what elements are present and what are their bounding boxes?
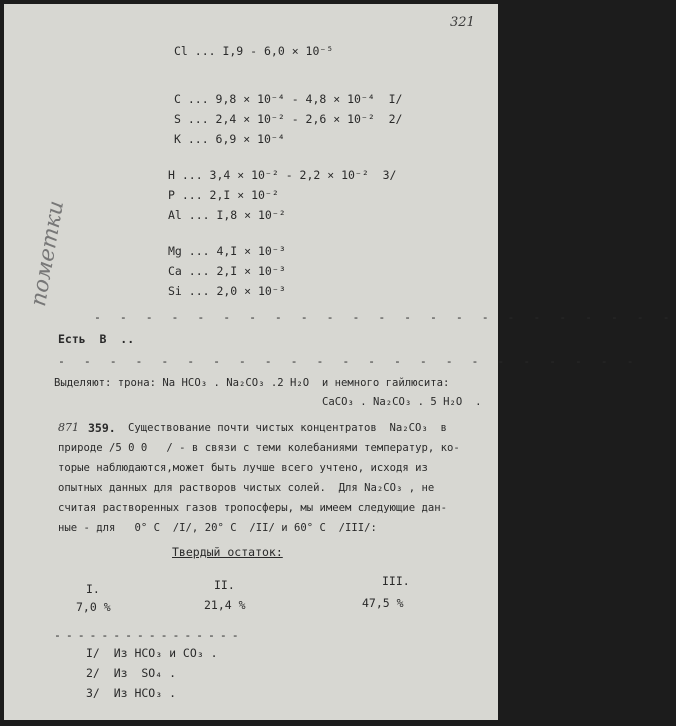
paragraph-line: торые наблюдаются,может быть лучше всего учтено, исходя из xyxy=(58,462,435,474)
element-row: P ... 2,I × 10⁻² xyxy=(168,188,279,202)
footnote: 3/ Из HCO₃ . xyxy=(86,686,177,700)
table-label: I. xyxy=(86,582,100,596)
footnote: I/ Из HCO₃ и CO₃ . xyxy=(86,646,218,660)
paragraph-line: ные - для 0° C /I/, 20° C /II/ и 60° C /III/: xyxy=(58,522,377,534)
footnote-rule: - - - - - - - - - - - - - - - - xyxy=(54,628,238,642)
dash-separator: - - - - - - - - - - - - - - - - - - - - - - - xyxy=(58,354,640,368)
vydelyayut-line-2: CaCO₃ . Na₂CO₃ . 5 H₂O . xyxy=(322,396,482,408)
document-page xyxy=(4,4,676,720)
est-line: Есть В .. xyxy=(58,332,135,346)
dash-separator: - - - - - - - - - - - - - - - - - - - - - - - xyxy=(94,310,676,324)
paragraph-line: считая растворенных газов тропосферы, мы имеем следующие дан- xyxy=(58,502,448,514)
element-row: Cl ... I,9 - 6,0 × 10⁻⁵ xyxy=(174,44,334,58)
element-row: H ... 3,4 × 10⁻² - 2,2 × 10⁻² 3/ xyxy=(168,168,397,182)
table-value: 47,5 % xyxy=(362,596,404,610)
paragraph-line: Существование почти чистых концентратов Na₂CO₃ в xyxy=(128,422,447,434)
element-row: Ca ... 2,I × 10⁻³ xyxy=(168,264,286,278)
table-value: 21,4 % xyxy=(204,598,246,612)
element-row: Al ... I,8 × 10⁻² xyxy=(168,208,286,222)
element-row: Si ... 2,0 × 10⁻³ xyxy=(168,284,286,298)
margin-handwritten-note: пометки xyxy=(26,198,70,309)
section-number: 359. xyxy=(88,421,116,435)
table-label: III. xyxy=(382,574,410,588)
table-label: II. xyxy=(214,578,235,592)
table-value: 7,0 % xyxy=(76,600,111,614)
paragraph-line: природе /5 0 0 / - в связи с теми колебаниями температур, ко- xyxy=(58,442,460,454)
element-row: C ... 9,8 × 10⁻⁴ - 4,8 × 10⁻⁴ I/ xyxy=(174,92,403,106)
element-row: K ... 6,9 × 10⁻⁴ xyxy=(174,132,285,146)
table-title: Твердый остаток: xyxy=(172,545,283,559)
margin-number: 871 xyxy=(58,421,79,434)
footnote: 2/ Из SO₄ . xyxy=(86,666,177,680)
element-row: Mg ... 4,I × 10⁻³ xyxy=(168,244,286,258)
vydelyayut-line: Выделяют: трона: Na HCO₃ . Na₂CO₃ .2 H₂O и немного гайлюсита: xyxy=(54,377,450,389)
paragraph-line: опытных данных для растворов чистых солей. Для Na₂CO₃ , не xyxy=(58,482,435,494)
element-row: S ... 2,4 × 10⁻² - 2,6 × 10⁻² 2/ xyxy=(174,112,403,126)
page-number: 321 xyxy=(450,15,475,30)
